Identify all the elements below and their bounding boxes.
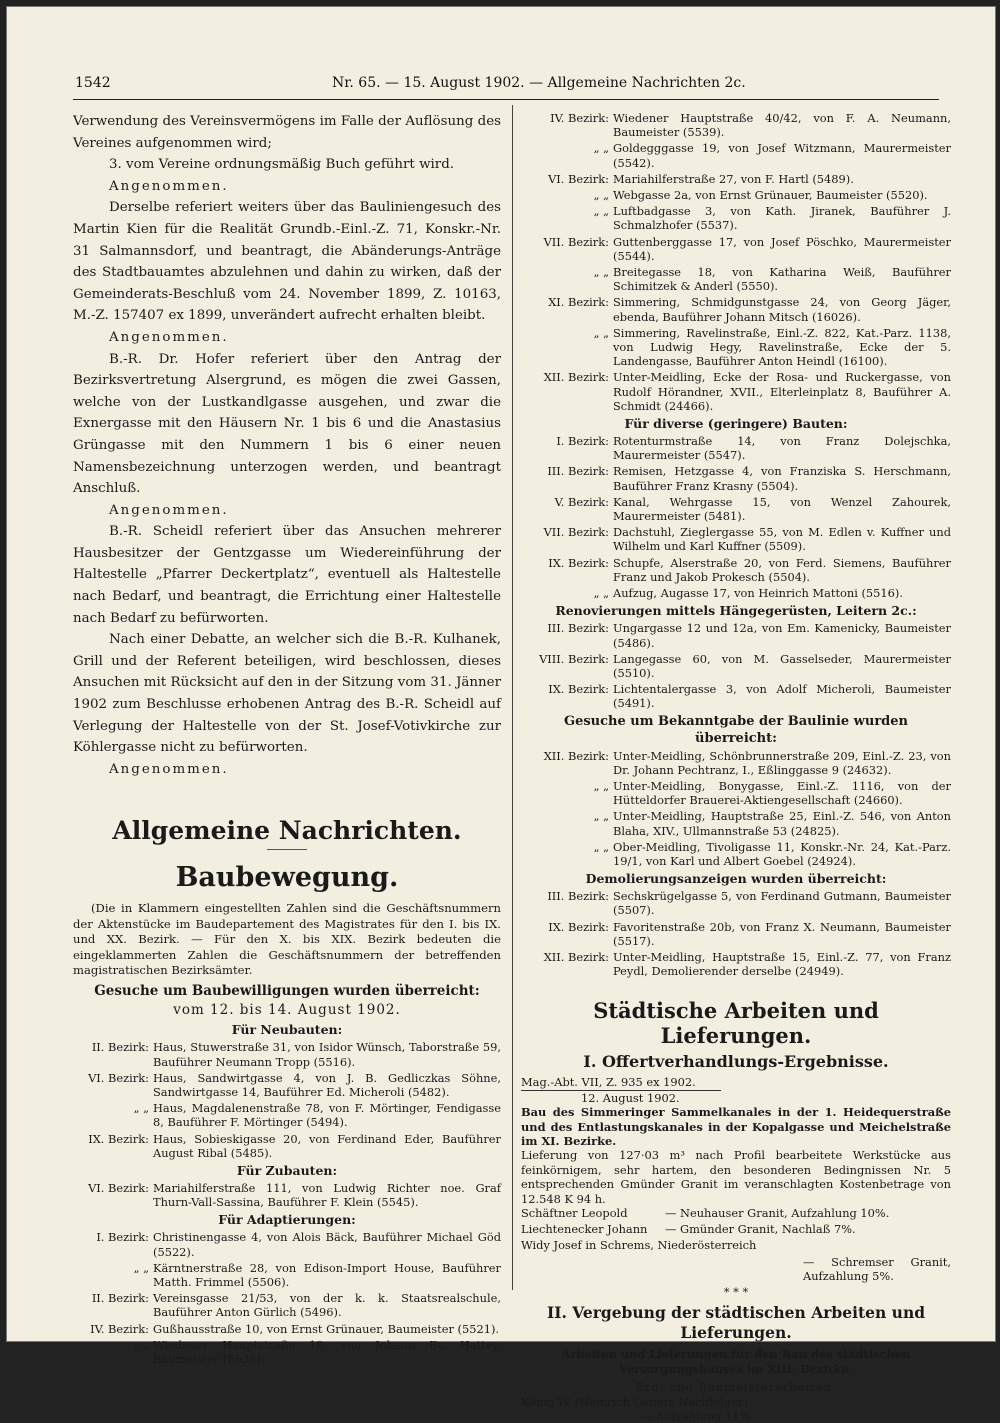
baubewegung-note: (Die in Klammern eingestellten Zahlen sind die Geschäftsnummern der Aktenstücke im Baudepartement des Magistrates für den I. bis IX. und XX. Bezirk. — Für den X. bis XIX. Bezirk bedeuten die eingeklammerten Zahlen die Geschäftsnummern der betreffenden magistratischen Bezirksämter. (73, 901, 501, 978)
offer-entry (521, 1222, 951, 1236)
entry-district-label: I. Bezirk: (96, 1230, 149, 1245)
entry-district-label: VI. Bezirk: (548, 171, 609, 186)
entry-text: Favoritenstraße 20b, von Franz X. Neumann, Baumeister (5517). (613, 919, 951, 948)
angenommen-note: Angenommen. (109, 761, 229, 777)
entry-text: Christinengasse 4, von Alois Bäck, Bauführer Michael Göd (5522). (153, 1230, 501, 1259)
offer-name: Widy Josef in Schrems, Niederösterreich (521, 1238, 757, 1253)
offer-name (521, 1255, 665, 1283)
entry-district-label: „ „ (593, 839, 609, 854)
continued-list (521, 111, 951, 413)
entry-district-label: II. Bezirk: (91, 1291, 149, 1306)
lieferung-text: Lieferung von 127·03 m³ nach Profil bearbeitete Werkstücke aus feinkörnigem, sehr hartem, den besonderen Bedingnissen Nr. 5 entsprechenden Gmünder Granit im veranschlagten Kostenbetrage von 12.548 K 94 h. (521, 1148, 951, 1206)
adaptierungen-list (73, 1230, 501, 1366)
list-entry (521, 749, 951, 777)
offer-text: — Schremser Granit, Aufzahlung 5%. (803, 1254, 951, 1283)
staedt-title: Städtische Arbeiten und Lieferungen. (593, 998, 879, 1049)
entry-text: Vereinsgasse 21/53, von der k. k. Staatsrealschule, Bauführer Anton Gürlich (5496). (153, 1291, 501, 1320)
entry-text: Haus, Stuwerstraße 31, von Isidor Wünsch, Taborstraße 59, Bauführer Neumann Tropp (5516). (153, 1040, 501, 1069)
offer-entry (521, 1238, 951, 1252)
page-number: 1542 (75, 75, 111, 91)
entry-district-label: IX. Bezirk: (548, 555, 609, 570)
entry-text: Guttenberggasse 17, von Josef Pöschko, Maurermeister (5544). (613, 234, 951, 263)
entry-district-label: II. Bezirk: (91, 1040, 149, 1055)
entry-district-label: „ „ (593, 325, 609, 340)
entry-district-label: III. Bezirk: (547, 621, 609, 636)
list-entry (73, 1291, 501, 1319)
angenommen-note: Angenommen. (109, 502, 229, 518)
entry-district-label: „ „ (593, 809, 609, 824)
entry-text: Ober-Meidling, Tivoligasse 11, Konskr.-Nr. 24, Kat.-Parz. 19/1, von Karl und Albert Goebel (24924). (613, 839, 951, 868)
list-entry (521, 920, 951, 948)
list-entry (521, 172, 951, 186)
list-entry (521, 141, 951, 169)
offer-text (762, 1238, 951, 1252)
entry-text: Langegasse 60, von M. Gasselseder, Maurermeister (5510). (613, 651, 951, 680)
renovierungen-list (521, 621, 951, 710)
entry-district-label: I. Bezirk: (556, 434, 609, 449)
zubauten-list (73, 1181, 501, 1209)
divider (267, 849, 307, 850)
entry-text: Simmering, Ravelinstraße, Einl.-Z. 822, Kat.-Parz. 1138, von Ludwig Hegy, Ravelinstraße, Ecke der 5. Landengasse, Bauführer Anton Heindl (16100). (613, 325, 951, 369)
list-entry (521, 556, 951, 584)
newspaper-page (6, 6, 996, 1423)
list-entry (73, 1040, 501, 1068)
entry-text: Dachstuhl, Zieglergasse 55, von M. Edlen v. Kuffner und Wilhelm und Karl Kuffner (5509). (613, 525, 951, 554)
list-entry (73, 1181, 501, 1209)
column-divider (512, 105, 513, 1290)
entry-district-label: IV. Bezirk: (90, 1321, 149, 1336)
bau-title: Bau des Simmeringer Sammelkanales in der 1. Heidequerstraße und des Entlastungskanales in der Kopalgasse und Meichelstraße im XI. Bezirke. (521, 1105, 951, 1148)
left-column (73, 111, 501, 1368)
list-entry (521, 889, 951, 917)
entry-text: Wiedener Hauptstraße 18, von Johann Ev. Hattey, Baumeister (5538). (153, 1337, 501, 1367)
demolierung-heading: Demolierungsanzeigen wurden überreicht: (585, 871, 887, 887)
list-entry (521, 326, 951, 369)
list-entry (521, 809, 951, 837)
list-entry (73, 1101, 501, 1129)
offer-name: Liechtenecker Johann (521, 1222, 648, 1237)
offer-entry (521, 1255, 951, 1283)
zubauten-heading: Für Zubauten: (236, 1163, 338, 1179)
paragraph-debatte: Nach einer Debatte, an welcher sich die B.-R. Kulhanek, Grill und der Referent beteiligen, wird beschlossen, dieses Ansuchen mit Rücksicht auf den in der Sitzung vom 31. Jänner 1902 zum Beschlusse erhobenen Antrag des B.-R. Scheidl auf Verlegung der Haltestelle von der St. Josef-Votivkirche zur Köhlergasse nicht zu befürworten. (73, 632, 501, 756)
date-line: 12. August 1902. (581, 1090, 680, 1105)
entry-district-label: IV. Bezirk: (550, 111, 609, 125)
baulinie-list (521, 749, 951, 869)
entry-text: Ungargasse 12 und 12a, von Em. Kamenicky, Baumeister (5486). (613, 621, 951, 650)
angenommen-note: Angenommen. (109, 178, 229, 194)
entry-text: Kanal, Wehrgasse 15, von Wenzel Zahourek, Maurermeister (5481). (613, 494, 951, 524)
entry-district-label: III. Bezirk: (547, 464, 609, 479)
entry-district-label: III. Bezirk: (547, 889, 609, 904)
entry-text: Wiedener Hauptstraße 40/42, von F. A. Neumann, Baumeister (5539). (613, 111, 951, 140)
entry-district-label: „ „ (593, 265, 609, 280)
angenommen-note: Angenommen. (109, 329, 229, 345)
list-entry (521, 235, 951, 263)
entry-text: Goldegggasse 19, von Josef Witzmann, Maurermeister (5542). (613, 141, 951, 170)
entry-text: Lichtentalergasse 3, von Adolf Micheroli, Baumeister (5491). (613, 682, 951, 711)
entry-text: Unter-Meidling, Hauptstraße 25, Einl.-Z. 546, von Anton Blaha, XIV., Ullmannstraße 53 (24825). (613, 809, 951, 838)
offer-name: Schäftner Leopold (521, 1206, 628, 1221)
page-header-title: Nr. 65. — 15. August 1902. — Allgemeine Nachrichten 2c. (332, 75, 746, 91)
entry-district-label: „ „ (133, 1337, 149, 1352)
entry-district-label: „ „ (593, 778, 609, 793)
entry-text: Unter-Meidling, Hauptstraße 15, Einl.-Z. 77, von Franz Peydl, Demolierender derselbe (24949). (613, 949, 951, 979)
mag-abt: Mag.-Abt. VII, Z. 935 ex 1902. (521, 1075, 696, 1090)
list-entry (521, 464, 951, 492)
list-entry (521, 652, 951, 680)
diverse-list (521, 434, 951, 600)
entry-district-label: „ „ (593, 586, 609, 601)
list-entry (73, 1322, 501, 1336)
koenig-line: König W. (Heinrich Oeners Nachfolger) (521, 1394, 748, 1409)
paragraph-scheidl: B.-R. Scheidl referiert über das Ansuchen mehrerer Hausbesitzer der Gentzgasse um Wiedereinführung der Haltestelle „Pfarrer Deckertplatz“, eventuell als Haltestelle nach Bedarf, und beantragt, die Errichtung einer Haltestelle nach Bedarf zu befürworten. (73, 524, 501, 626)
offer-text: — Neuhauser Granit, Aufzahlung 10%. (665, 1206, 890, 1221)
entry-district-label: IX. Bezirk: (548, 919, 609, 934)
list-entry (521, 950, 951, 978)
entry-text: Simmering, Schmidgunstgasse 24, von Georg Jäger, ebenda, Bauführer Johann Mitsch (16026). (613, 295, 951, 324)
list-entry (73, 1338, 501, 1366)
entry-text: Mariahilferstraße 111, von Ludwig Richter noe. Graf Thurn-Vall-Sassina, Bauführer F. Klein (5545). (153, 1181, 501, 1210)
entry-district-label: VII. Bezirk: (543, 234, 609, 249)
paragraph: Verwendung des Vereinsvermögens im Falle der Auflösung des Vereines aufgenommen wird; (73, 114, 501, 151)
entry-text: Schupfe, Alserstraße 20, von Ferd. Siemens, Bauführer Franz und Jakob Prokesch (5504). (613, 555, 951, 584)
entry-district-label: IX. Bezirk: (88, 1131, 149, 1146)
stars: * * * (723, 1285, 749, 1300)
entry-district-label: „ „ (133, 1101, 149, 1116)
right-column (521, 111, 951, 1423)
list-entry (521, 779, 951, 807)
header-rule (73, 99, 939, 100)
list-entry (521, 495, 951, 523)
entry-district-label: VI. Bezirk: (88, 1181, 149, 1196)
entry-district-label: IX. Bezirk: (548, 682, 609, 697)
entry-text: Gußhausstraße 10, von Ernst Grünauer, Baumeister (5521). (153, 1321, 500, 1336)
diverse-heading: Für diverse (geringere) Bauten: (624, 416, 848, 432)
entry-district-label: „ „ (133, 1260, 149, 1275)
list-entry (521, 586, 951, 600)
offers-list (521, 1206, 951, 1283)
entry-district-label: „ „ (593, 141, 609, 156)
entry-district-label: VI. Bezirk: (88, 1070, 149, 1085)
neubauten-heading: Für Neubauten: (231, 1022, 343, 1038)
paragraph-hofer: B.-R. Dr. Hofer referiert über den Antrag der Bezirksvertretung Alsergrund, es mögen die zwei Gassen, welche von der Lustkandlgasse ausgehen, und zwar die Exnergasse mit den Häusern Nr. 1 bis 6 und die Anastasius Grüngasse mit den Nummern 1 bis 6 einer neuen Namensbezeichnung unterzogen werden, und beantragt Anschluß. (73, 351, 501, 497)
entry-text: Unter-Meidling, Bonygasse, Einl.-Z. 1116, von der Hütteldorfer Brauerei-Aktiengesellschaft (24660). (613, 778, 951, 808)
entry-text: Kärntnerstraße 28, von Edison-Import House, Bauführer Matth. Frimmel (5506). (153, 1260, 501, 1290)
erd-line: Erd- und Baumeisterarbeiten. (635, 1380, 837, 1395)
list-entry (521, 434, 951, 462)
baubewegung-title: Baubewegung. (175, 862, 399, 894)
entry-text: Sechskrügelgasse 5, von Ferdinand Gutmann, Baumeister (5507). (613, 889, 951, 918)
list-entry (521, 188, 951, 202)
list-entry (73, 1071, 501, 1099)
list-entry (521, 204, 951, 232)
entry-text: Luftbadgasse 3, von Kath. Jiranek, Bauführer J. Schmalzhofer (5537). (613, 204, 951, 233)
baulinie-heading: Gesuche um Bekanntgabe der Baulinie wurden überreicht: (563, 713, 908, 746)
entry-text: Haus, Magdalenenstraße 78, von F. Mörtinger, Fendigasse 8, Bauführer F. Mörtinger (5494). (153, 1101, 501, 1130)
list-entry (521, 682, 951, 710)
entry-text: Rotenturmstraße 14, von Franz Dolejschka, Maurermeister (5547). (613, 434, 951, 463)
section-title: Allgemeine Nachrichten. (112, 816, 462, 846)
entry-district-label: VII. Bezirk: (543, 525, 609, 540)
paragraph: 3. vom Vereine ordnungsmäßig Buch geführt wird. (109, 157, 455, 173)
entry-district-label: XII. Bezirk: (543, 748, 609, 763)
entry-text: Unter-Meidling, Schönbrunnerstraße 209, Einl.-Z. 23, von Dr. Johann Pechtranz, I., Eßlinggasse 9 (24632). (613, 748, 951, 777)
gesuche-date: vom 12. bis 14. August 1902. (173, 1002, 401, 1019)
entry-district-label: XI. Bezirk: (548, 295, 609, 310)
entry-text: Mariahilferstraße 27, von F. Hartl (5489). (613, 171, 854, 186)
renovierungen-heading: Renovierungen mittels Hängegerüsten, Leitern 2c.: (555, 603, 917, 619)
list-entry (521, 295, 951, 323)
entry-district-label: XII. Bezirk: (543, 370, 609, 385)
list-entry (521, 265, 951, 293)
koenig-aufzahlung: — Aufzahlung 11%. (641, 1409, 755, 1423)
entry-district-label: „ „ (593, 188, 609, 203)
entry-district-label: V. Bezirk: (554, 494, 609, 509)
list-entry (521, 840, 951, 868)
gesuche-title: Gesuche um Baubewilligungen wurden überreicht: (94, 983, 480, 1000)
entry-district-label: VIII. Bezirk: (539, 651, 609, 666)
entry-district-label: XII. Bezirk: (543, 949, 609, 964)
list-entry (521, 621, 951, 649)
offer-text: — Gmünder Granit, Nachlaß 7%. (665, 1222, 856, 1237)
entry-text: Haus, Sandwirtgasse 4, von J. B. Gedliczkas Söhne, Sandwirtgasse 14, Bauführer Ed. Micheroli (5482). (153, 1070, 501, 1100)
entry-text: Aufzug, Augasse 17, von Heinrich Mattoni (5516). (613, 586, 903, 601)
demolierung-list (521, 889, 951, 978)
paragraph-derselbe: Derselbe referiert weiters über das Bauliniengesuch des Martin Kien für die Realität Grundb.-Einl.-Z. 71, Konskr.-Nr. 31 Salmannsdorf, und beantragt, die Abänderungs-Anträge des Stadtbauamtes abzulehnen und dahin zu wirken, daß der Gemeinderats-Beschluß vom 24. November 1899, Z. 10163, M.-Z. 157407 ex 1899, unverändert aufrecht erhalten bleibt. (73, 200, 501, 324)
neubauten-list (73, 1040, 501, 1160)
entry-district-label: „ „ (593, 204, 609, 219)
entry-text: Unter-Meidling, Ecke der Rosa- und Ruckergasse, von Rudolf Hörandner, XVII., Elterleinplatz 8, Bauführer A. Schmidt (24466). (613, 370, 951, 413)
list-entry (521, 111, 951, 139)
list-entry (73, 1230, 501, 1258)
list-entry (521, 525, 951, 553)
vergebung-sub: Arbeiten und Lieferungen für den Bau des städtischen Versorgungshauses im XIII. Bezirke. (561, 1347, 911, 1376)
offert-title: I. Offertverhandlungs-Ergebnisse. (583, 1052, 889, 1072)
list-entry (73, 1132, 501, 1160)
adaptierungen-heading: Für Adaptierungen: (218, 1212, 356, 1228)
list-entry (73, 1261, 501, 1289)
entry-text: Breitegasse 18, von Katharina Weiß, Bauführer Schimitzek & Anderl (5550). (613, 265, 951, 294)
list-entry (521, 370, 951, 413)
entry-text: Haus, Sobieskigasse 20, von Ferdinand Eder, Bauführer August Ribal (5485). (153, 1131, 501, 1160)
offer-entry (521, 1206, 951, 1220)
vergebung-title: II. Vergebung der städtischen Arbeiten und Lieferungen. (546, 1303, 926, 1343)
entry-text: Remisen, Hetzgasse 4, von Franziska S. Herschmann, Bauführer Franz Krasny (5504). (613, 464, 951, 493)
entry-text: Webgasse 2a, von Ernst Grünauer, Baumeister (5520). (613, 188, 928, 203)
